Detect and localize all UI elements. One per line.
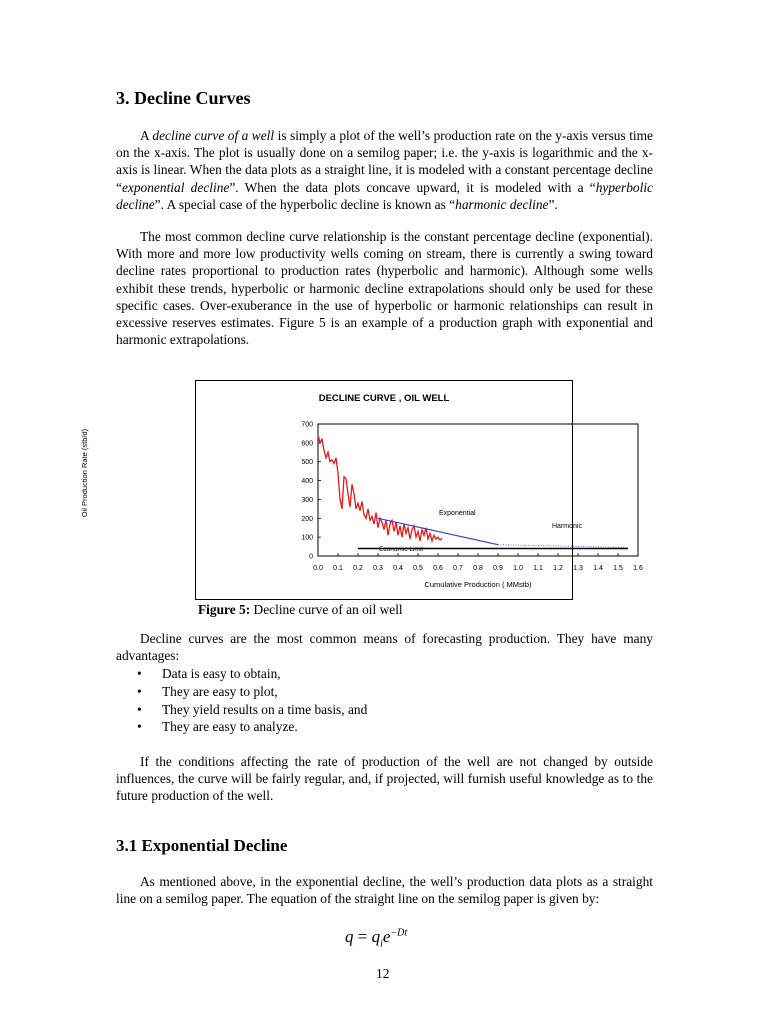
series-exponential — [378, 518, 498, 544]
x-tick-label: 1.5 — [613, 565, 623, 572]
paragraph-advantages-intro: Decline curves are the most common means of forecasting production. They have many advantages: — [116, 631, 653, 664]
x-tick-label: 0.4 — [393, 565, 403, 572]
page-number: 12 — [376, 966, 390, 981]
list-item: • They are easy to plot, — [116, 683, 367, 701]
paragraph-intro: A decline curve of a well is simply a plot of the well’s production rate on the y-axis versus time on the x-axis. The plot is usually done on a semilog paper; i.e. the y-axis is logarithmic and the x-axis is linear. When the data plots as a straight line, it is modeled with a constant percentage decline “exponential decline”. When the data plots concave upward, it is modeled with a “hyperbolic decline”. A special case of the hyperbolic decline is known as “harmonic decline”. — [116, 128, 653, 212]
equation: $q = q_ie^{-Dt}$ — [345, 927, 408, 950]
x-tick-label: 1.6 — [633, 565, 643, 572]
annotation-exponential: Exponential — [439, 510, 476, 517]
x-tick-label: 0.6 — [433, 565, 443, 572]
list-item: • They are easy to analyze. — [116, 718, 367, 736]
x-tick-label: 0.0 — [313, 565, 323, 572]
x-tick-label: 1.2 — [553, 565, 563, 572]
decline-curve-chart — [80, 381, 643, 599]
advantages-list — [116, 665, 367, 736]
x-tick-label: 1.0 — [513, 565, 523, 572]
x-tick-label: 0.9 — [493, 565, 503, 572]
x-tick-label: 1.4 — [593, 565, 603, 572]
list-item: • Data is easy to obtain, — [116, 665, 367, 683]
y-axis-label: Oil Production Rate (stb/d) — [80, 428, 89, 518]
x-tick-label: 0.5 — [413, 565, 423, 572]
series-harmonic — [498, 545, 628, 548]
x-tick-label: 0.7 — [453, 565, 463, 572]
paragraph-common-relationship: The most common decline curve relationship is the constant percentage decline (exponential). With more and more low productivity wells coming on stream, there is currently a swing toward decline rates proportional to production rates (hyperbolic and harmonic). Although some wells exhibit these trends, hyperbolic or harmonic decline extrapolations should only be used for these specific cases. Over-exuberance in the use of hyperbolic or harmonic relationships can result in excessive reserves estimates. Figure 5 is an example of a production graph with exponential and harmonic extrapolations. — [116, 229, 653, 348]
figure-caption: Figure 5: Decline curve of an oil well — [198, 602, 403, 617]
paragraph-conditions: If the conditions affecting the rate of production of the well are not changed by outside influences, the curve will be fairly regular, and, if projected, will furnish useful knowledge as to the future production of the well. — [116, 754, 653, 804]
y-tick-label: 100 — [301, 534, 313, 542]
x-axis-label: Cumulative Production ( MMstb) — [424, 580, 532, 589]
y-tick-label: 0 — [309, 553, 313, 561]
x-tick-label: 0.8 — [473, 565, 483, 572]
annotation-economic-limit: Economic Limit — [379, 546, 424, 553]
y-tick-label: 700 — [301, 421, 313, 429]
list-item: • They yield results on a time basis, and — [116, 701, 367, 719]
series-production-data — [318, 435, 442, 541]
x-tick-label: 0.1 — [333, 565, 343, 572]
section-heading: 3. Decline Curves — [116, 88, 251, 108]
x-tick-label: 1.3 — [573, 565, 583, 572]
x-tick-label: 0.3 — [373, 565, 383, 572]
x-tick-label: 1.1 — [533, 565, 543, 572]
y-tick-label: 300 — [301, 496, 313, 504]
y-tick-label: 400 — [301, 478, 313, 486]
y-tick-label: 200 — [301, 515, 313, 523]
plot-area — [318, 424, 638, 556]
y-tick-label: 500 — [301, 459, 313, 467]
figure-decline-curve — [80, 380, 643, 600]
paragraph-exponential: As mentioned above, in the exponential decline, the well’s production data plots as a straight line on a semilog paper. The equation of the straight line on the semilog paper is given by: — [116, 874, 653, 907]
annotation-harmonic: Harmonic — [552, 523, 582, 530]
chart-title: DECLINE CURVE , OIL WELL — [318, 393, 450, 404]
chart-series — [318, 435, 628, 548]
subsection-heading: 3.1 Exponential Decline — [116, 836, 288, 855]
y-tick-label: 600 — [301, 440, 313, 448]
x-tick-label: 0.2 — [353, 565, 363, 572]
